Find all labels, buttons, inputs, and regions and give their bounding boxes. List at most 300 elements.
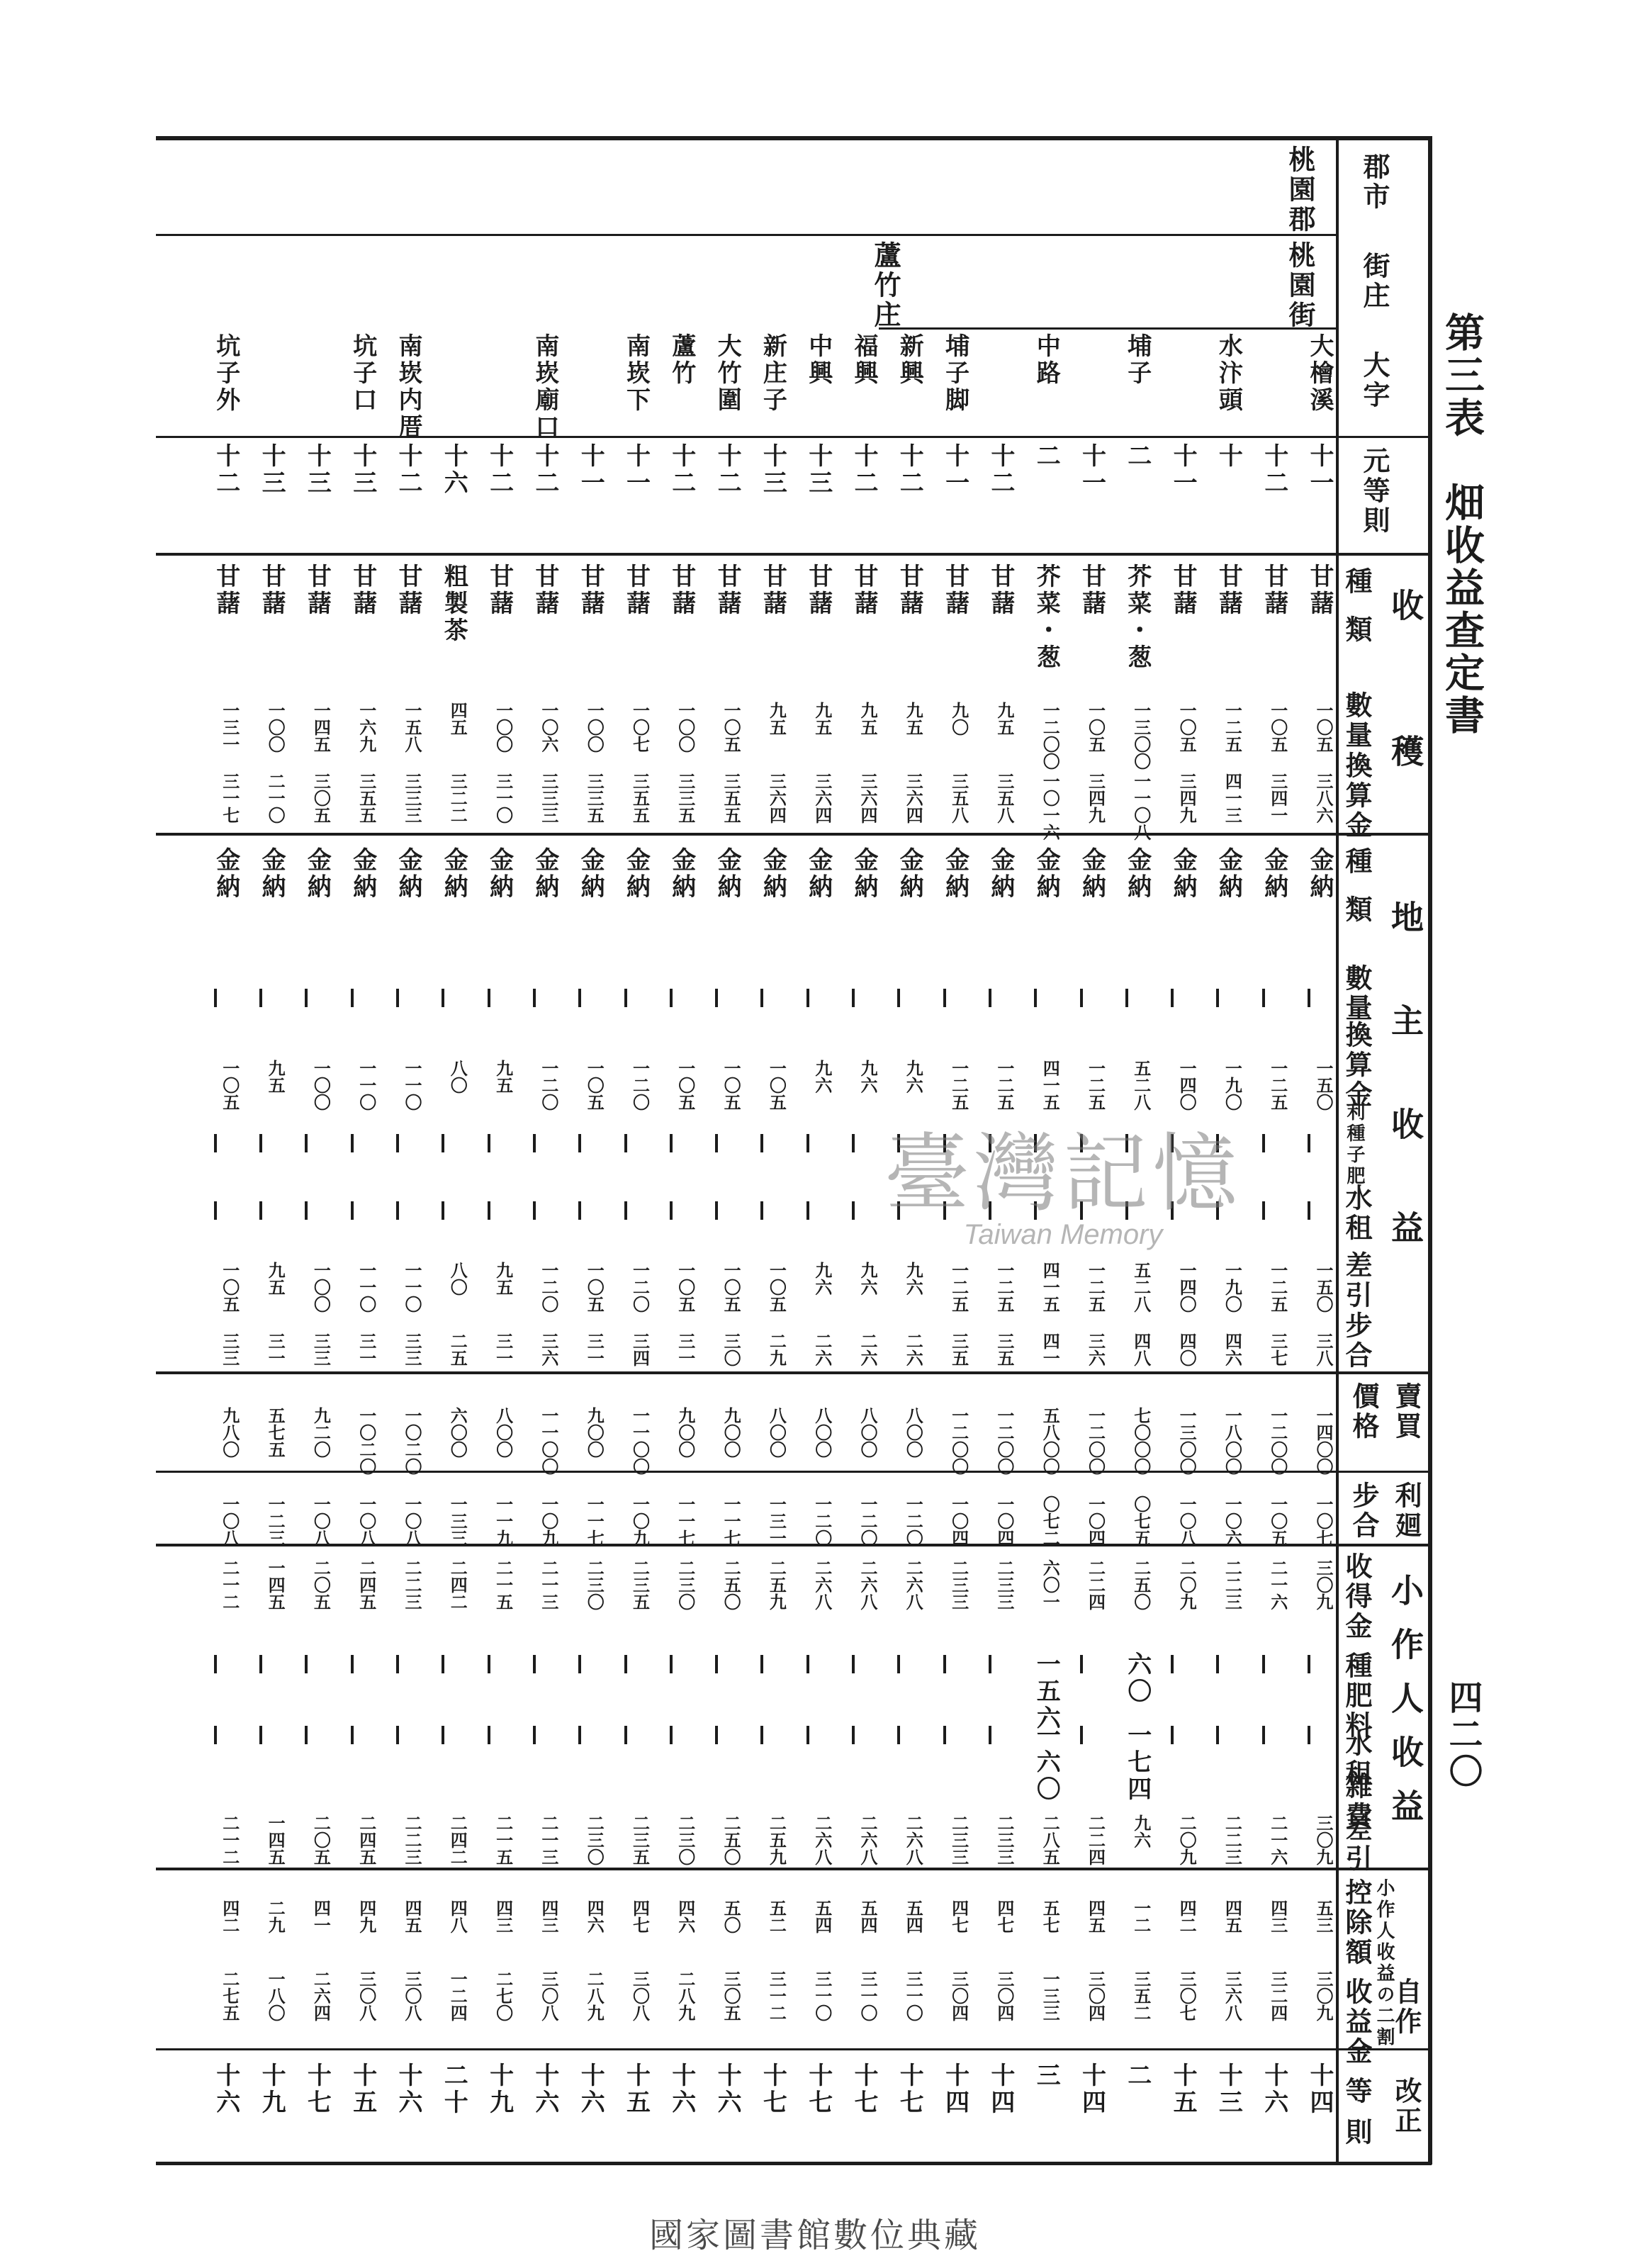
area-gun: 桃園郡: [1284, 145, 1316, 235]
cell-grade: 十二: [895, 443, 924, 497]
cell-lnet: 一二〇: [629, 1262, 651, 1313]
cell-grade: 十二: [211, 443, 240, 497]
cell-yrate: 一三三: [447, 1495, 468, 1546]
cell-ltype: 金納: [667, 847, 696, 901]
cell-dash: [1308, 1726, 1310, 1744]
cell-tnet: 二三〇: [675, 1814, 696, 1865]
cell-lrate: 三三: [402, 1332, 422, 1366]
cell-lamt: 九五: [493, 1060, 514, 1094]
cell-price: 一八〇〇: [1222, 1407, 1243, 1475]
cell-lamt: 九五: [265, 1060, 286, 1094]
cell-price: 一一〇〇: [629, 1407, 651, 1475]
cell-yrate: 一一九: [493, 1495, 514, 1546]
cell-crop: 甘藷: [348, 563, 377, 617]
cell-crop: 甘藷: [804, 563, 833, 617]
cell-tnet: 二〇九: [1176, 1814, 1198, 1865]
cell-grade: 十一: [1077, 443, 1106, 497]
hdr-landlord-water: 水租: [1341, 1184, 1373, 1243]
cell-dash: [396, 1201, 399, 1220]
cell-tnet: 二四二: [447, 1814, 468, 1865]
owner-revised-rule: [156, 2048, 1432, 2050]
cell-lamt: 一一〇: [402, 1060, 422, 1111]
cell-deduct: 五二: [766, 1899, 787, 1933]
cell-qty: 一二五: [1222, 702, 1243, 753]
cell-crop: 甘藷: [1169, 563, 1198, 617]
cell-tnet: 九六: [1130, 1814, 1152, 1848]
cell-yrate: 一〇八: [356, 1495, 377, 1546]
cell-new: 十四: [1305, 2062, 1334, 2116]
cell-qty: 一〇五: [1176, 702, 1198, 753]
cell-deduct: 四一: [310, 1899, 332, 1933]
cell-ltype: 金納: [530, 847, 559, 901]
cell-dash: [259, 1726, 262, 1744]
cell-qty: 一三一: [219, 702, 240, 753]
cell-dash: [305, 1201, 308, 1220]
cell-new: 十六: [211, 2062, 240, 2116]
cell-lrate: 二五: [447, 1332, 468, 1366]
cell-new: 十九: [485, 2062, 514, 2116]
cell-ltype: 金納: [1305, 847, 1334, 901]
cell-deduct: 四七: [629, 1899, 651, 1933]
cell-lamt: 五二八: [1130, 1060, 1152, 1111]
cell-lrate: 三三: [219, 1332, 240, 1366]
cell-own: 三〇八: [356, 1970, 377, 2021]
cell-amt: 三二二: [447, 773, 468, 824]
cell-aza: 南崁廟口: [530, 333, 559, 441]
cell-grade: 十二: [394, 443, 422, 497]
cell-lrate: 三一: [675, 1332, 696, 1366]
cell-lnet: 一〇〇: [310, 1262, 332, 1313]
cell-dash: [1216, 1655, 1219, 1673]
cell-dash: [533, 989, 536, 1007]
cell-new: 二十: [439, 2062, 468, 2116]
cell-yrate: 一〇八: [1176, 1495, 1198, 1546]
cell-own: 三〇四: [948, 1970, 969, 2021]
hdr-landlord-net: 差引: [1341, 1251, 1373, 1310]
cell-own: 三〇七: [1176, 1970, 1198, 2021]
cell-amt: 一一〇八: [1130, 773, 1152, 841]
cell-amt: 三四九: [1085, 773, 1106, 824]
cell-qty: 一〇五: [1085, 702, 1106, 753]
cell-trecv: 二六八: [903, 1559, 924, 1610]
cell-lnet: 四一五: [1040, 1262, 1061, 1313]
cell-dash: [488, 989, 490, 1007]
cell-dash: [351, 1201, 354, 1220]
cell-lamt: 一一〇: [356, 1060, 377, 1111]
cell-amt: 三六四: [903, 773, 924, 824]
cell-grade: 十三: [348, 443, 377, 497]
cell-amt: 三五五: [629, 773, 651, 824]
cell-tnet: 二一三: [538, 1814, 559, 1865]
cell-amt: 三四一: [1267, 773, 1288, 824]
cell-lamt: 九六: [903, 1060, 924, 1094]
cell-grade: 十一: [940, 443, 969, 497]
cell-deduct: 五四: [903, 1899, 924, 1933]
cell-aza: 埔子: [1123, 333, 1152, 387]
cell-tnet: 二六八: [811, 1814, 833, 1865]
cell-price: 一一〇〇: [538, 1407, 559, 1475]
cell-lnet: 九六: [858, 1262, 878, 1296]
cell-price: 八〇〇: [858, 1407, 878, 1458]
cell-dash: [852, 1726, 855, 1744]
hdr-deduction-note: 小作人收益の二割: [1373, 1878, 1395, 2048]
cell-amt: 三三五: [675, 773, 696, 824]
cell-deduct: 四三: [538, 1899, 559, 1933]
cell-own: 三〇五: [721, 1970, 742, 2021]
page-number: 四二〇: [1443, 1680, 1483, 1790]
cell-lnet: 一〇五: [721, 1262, 742, 1313]
cell-crop: 甘藷: [530, 563, 559, 617]
cell-qty: 一〇五: [1313, 702, 1334, 753]
cell-lrate: 三八: [1313, 1332, 1334, 1366]
cell-ltype: 金納: [758, 847, 787, 901]
cell-tnet: 二四五: [356, 1814, 377, 1865]
cell-dash: [578, 1726, 581, 1744]
hdr-landlord-qty: 數量: [1341, 964, 1373, 1023]
cell-dash: [442, 989, 444, 1007]
cell-qty: 九五: [858, 702, 878, 736]
cell-price: 八〇〇: [903, 1407, 924, 1458]
cell-dash: [1171, 1655, 1174, 1673]
cell-qty: 一〇〇: [265, 702, 286, 753]
harvest-landlord-rule: [156, 833, 1432, 836]
header-divider: [1336, 136, 1339, 2165]
cell-own: 二六四: [310, 1970, 332, 2021]
cell-price: 七〇〇〇: [1130, 1407, 1152, 1475]
cell-dash: [624, 989, 627, 1007]
watermark-en: Taiwan Memory: [963, 1219, 1163, 1250]
cell-dash: [806, 1726, 809, 1744]
cell-trecv: 二五〇: [721, 1559, 742, 1610]
cell-amt: 二一〇: [265, 773, 286, 824]
table-right-rule: [1428, 136, 1432, 2165]
cell-dash: [1125, 989, 1128, 1007]
cell-lrate: 三一: [584, 1332, 605, 1366]
cell-deduct: 四五: [1222, 1899, 1243, 1933]
cell-price: 五八〇〇: [1040, 1407, 1061, 1475]
cell-dash: [624, 1726, 627, 1744]
cell-yrate: 一〇四: [948, 1495, 969, 1546]
cell-deduct: 五四: [811, 1899, 833, 1933]
cell-yrate: 一二〇: [903, 1495, 924, 1546]
cell-crop: 甘藷: [211, 563, 240, 617]
cell-new: 十五: [348, 2062, 377, 2116]
cell-dash: [578, 989, 581, 1007]
cell-new: 十六: [394, 2062, 422, 2116]
cell-own: 三二四: [1267, 1970, 1288, 2021]
cell-tnet: 二一六: [1267, 1814, 1288, 1865]
cell-own: 一三三: [1040, 1970, 1061, 2021]
cell-lnet: 五二八: [1130, 1262, 1152, 1313]
cell-lamt: 一二五: [994, 1060, 1015, 1111]
cell-dash: [943, 1655, 946, 1673]
cell-price: 八〇〇: [811, 1407, 833, 1458]
cell-crop: 甘藷: [622, 563, 651, 617]
cell-qty: 一〇七: [629, 702, 651, 753]
cell-trecv: 二二三: [402, 1559, 422, 1610]
cell-amt: 三八六: [1313, 773, 1334, 824]
cell-yrate: 一〇九: [538, 1495, 559, 1546]
hdr-landlord-amt: 換算金: [1341, 1021, 1373, 1110]
table-top-rule: [156, 136, 1432, 140]
cell-tnet: 二二三: [1222, 1814, 1243, 1865]
cell-own: 三〇四: [994, 1970, 1015, 2021]
cell-price: 九〇〇: [584, 1407, 605, 1458]
cell-trecv: 二三五: [629, 1559, 651, 1610]
cell-yrate: 一〇八: [402, 1495, 422, 1546]
cell-dash: [214, 1134, 217, 1152]
cell-trecv: 二一五: [493, 1559, 514, 1610]
cell-dash: [943, 989, 946, 1007]
cell-price: 一二〇〇: [1085, 1407, 1106, 1475]
cell-crop: 甘藷: [257, 563, 286, 617]
cell-trecv: 二三〇: [675, 1559, 696, 1610]
cell-amt: 三六四: [858, 773, 878, 824]
area-sub-rule-2: [879, 327, 1336, 330]
cell-own: 三一〇: [811, 1970, 833, 2021]
cell-own: 二八九: [675, 1970, 696, 2021]
cell-new: 十六: [576, 2062, 605, 2116]
cell-new: 十六: [667, 2062, 696, 2116]
cell-amt: 三一七: [219, 773, 240, 824]
cell-qty: 一〇〇: [584, 702, 605, 753]
cell-lamt: 一〇五: [675, 1060, 696, 1111]
cell-ltype: 金納: [1032, 847, 1061, 901]
cell-dash: [760, 1201, 763, 1220]
cell-ltype: 金納: [211, 847, 240, 901]
hdr-landlord-type: 種類: [1341, 847, 1373, 943]
cell-amt: 三六四: [811, 773, 833, 824]
cell-own: 二八九: [584, 1970, 605, 2021]
cell-dash: [488, 1655, 490, 1673]
cell-dash: [852, 1655, 855, 1673]
cell-lrate: 三〇: [721, 1332, 742, 1366]
cell-new: 十五: [1169, 2062, 1198, 2116]
table-bottom-rule: [156, 2162, 1432, 2165]
cell-dash: [989, 989, 991, 1007]
cell-own: 三一〇: [858, 1970, 878, 2021]
cell-lamt: 一〇〇: [310, 1060, 332, 1111]
cell-dash: [760, 989, 763, 1007]
hdr-harvest-type: 種類: [1341, 567, 1373, 663]
hdr-grade: 元等則: [1359, 447, 1390, 536]
cell-deduct: 四三: [493, 1899, 514, 1933]
hdr-gun: 郡市: [1359, 152, 1390, 212]
cell-price: 一二〇〇: [948, 1407, 969, 1475]
cell-own: 三〇九: [1313, 1970, 1334, 2021]
cell-new: 十四: [986, 2062, 1015, 2116]
cell-deduct: 四五: [1085, 1899, 1106, 1933]
cell-deduct: 二九: [265, 1899, 286, 1933]
cell-amt: 三三五: [584, 773, 605, 824]
cell-dash: [578, 1134, 581, 1152]
cell-ltype: 金納: [439, 847, 468, 901]
cell-dash: [442, 1201, 444, 1220]
cell-grade: 十一: [622, 443, 651, 497]
watermark: [808, 1106, 1318, 1251]
cell-lnet: 一四〇: [1176, 1262, 1198, 1313]
cell-new: 十三: [1214, 2062, 1243, 2116]
cell-price: 一四〇〇: [1313, 1407, 1334, 1475]
hdr-tenant-recv: 收得金: [1341, 1552, 1373, 1641]
cell-dash: [533, 1655, 536, 1673]
cell-qty: 四五: [447, 702, 468, 736]
cell-trecv: 二一六: [1267, 1559, 1288, 1610]
cell-new: 三: [1032, 2062, 1061, 2089]
cell-price: 六〇〇: [447, 1407, 468, 1458]
cell-lrate: 二六: [858, 1332, 878, 1366]
cell-price: 九二〇: [310, 1407, 332, 1458]
cell-tnet: 一四五: [265, 1814, 286, 1865]
cell-dash: [1308, 1655, 1310, 1673]
cell-deduct: 四六: [675, 1899, 696, 1933]
cell-crop: 甘藷: [1259, 563, 1288, 617]
cell-ltype: 金納: [895, 847, 924, 901]
cell-aza: 大檜溪: [1305, 333, 1334, 414]
cell-lnet: 一二五: [994, 1262, 1015, 1313]
cell-dash: [760, 1726, 763, 1744]
cell-own: 三〇八: [538, 1970, 559, 2021]
cell-ltype: 金納: [986, 847, 1015, 901]
cell-dash: [578, 1201, 581, 1220]
cell-dash: [943, 1726, 946, 1744]
cell-deduct: 四八: [447, 1899, 468, 1933]
cell-crop: 甘藷: [576, 563, 605, 617]
cell-dash: [1216, 1726, 1219, 1744]
cell-trecv: 一四五: [265, 1559, 286, 1610]
cell-grade: 十二: [1259, 443, 1288, 497]
cell-ltype: 金納: [303, 847, 332, 901]
cell-dash: [1308, 989, 1310, 1007]
landlord-sale-rule: [156, 1371, 1432, 1374]
cell-lnet: 九五: [493, 1262, 514, 1296]
cell-aza: 蘆竹: [667, 333, 696, 387]
cell-dash: [806, 989, 809, 1007]
cell-dash: [442, 1134, 444, 1152]
cell-grade: 十三: [758, 443, 787, 497]
cell-grade: 十二: [485, 443, 514, 497]
cell-lamt: 一〇五: [219, 1060, 240, 1111]
cell-tnet: 二六八: [858, 1814, 878, 1865]
cell-dash: [442, 1726, 444, 1744]
cell-dash: [852, 989, 855, 1007]
cell-qty: 一六九: [356, 702, 377, 753]
cell-yrate: 一一七: [721, 1495, 742, 1546]
cell-lrate: 三三: [310, 1332, 332, 1366]
cell-qty: 一〇五: [1267, 702, 1288, 753]
hdr-harvest-group: 收穫: [1386, 588, 1424, 880]
cell-dash: [305, 1655, 308, 1673]
cell-grade: 二: [1032, 443, 1061, 470]
cell-lamt: 一二〇: [629, 1060, 651, 1111]
cell-trecv: 二二三: [1222, 1559, 1243, 1610]
hdr-revised-grade: 等則: [1341, 2077, 1373, 2159]
cell-amt: 三五五: [721, 773, 742, 824]
cell-lamt: 一九〇: [1222, 1060, 1243, 1111]
cell-tnet: 二八五: [1040, 1814, 1061, 1865]
cell-dash: [1034, 989, 1037, 1007]
hdr-tenant-water: 水租: [1341, 1729, 1373, 1789]
cell-aza: 水汴頭: [1214, 333, 1243, 414]
cell-qty: 一二〇〇: [1040, 702, 1061, 770]
cell-yrate: 一〇八: [310, 1495, 332, 1546]
cell-crop: 芥菜・葱: [1123, 563, 1152, 671]
cell-ltype: 金納: [1169, 847, 1198, 901]
cell-tnet: 二三五: [629, 1814, 651, 1865]
cell-own: 三〇八: [402, 1970, 422, 2021]
watermark-cn: 臺灣記憶: [884, 1125, 1242, 1223]
hdr-tenant-seed: 種肥料: [1341, 1651, 1373, 1741]
cell-deduct: 一二: [1130, 1899, 1152, 1933]
cell-crop: 甘藷: [394, 563, 422, 617]
cell-dash: [715, 1201, 718, 1220]
cell-grade: 二: [1123, 443, 1152, 470]
cell-ltype: 金納: [940, 847, 969, 901]
hdr-owner: 自作: [1390, 1977, 1422, 2037]
cell-lnet: 一二五: [1085, 1262, 1106, 1313]
cell-lrate: 四〇: [1176, 1332, 1198, 1366]
hdr-landlord-group: 地主收益: [1386, 900, 1424, 1314]
cell-yrate: 一〇六: [1222, 1495, 1243, 1546]
cell-aza: 中路: [1032, 333, 1061, 387]
cell-amt: 三三三: [402, 773, 422, 824]
cell-new: 十六: [713, 2062, 742, 2116]
cell-twater: 一六〇: [1032, 1722, 1061, 1803]
cell-yrate: 一〇七: [1313, 1495, 1334, 1546]
cell-tnet: 二三〇: [584, 1814, 605, 1865]
cell-dash: [715, 1726, 718, 1744]
cell-crop: 甘藷: [303, 563, 332, 617]
cell-qty: 九五: [766, 702, 787, 736]
cell-dash: [351, 1655, 354, 1673]
cell-ltype: 金納: [1123, 847, 1152, 901]
cell-yrate: 一〇八: [219, 1495, 240, 1546]
cell-lnet: 一一〇: [402, 1262, 422, 1313]
cell-tnet: 二〇五: [310, 1814, 332, 1865]
cell-deduct: 四六: [584, 1899, 605, 1933]
cell-ltype: 金納: [1259, 847, 1288, 901]
cell-dash: [259, 989, 262, 1007]
cell-price: 八〇〇: [493, 1407, 514, 1458]
cell-crop: 甘藷: [1305, 563, 1334, 617]
cell-price: 九〇〇: [675, 1407, 696, 1458]
cell-dash: [259, 1655, 262, 1673]
cell-trecv: 二三三: [994, 1559, 1015, 1610]
cell-own: 三五二: [1130, 1970, 1152, 2021]
cell-yrate: 一〇五: [1267, 1495, 1288, 1546]
cell-grade: 十二: [986, 443, 1015, 497]
cell-new: 十七: [303, 2062, 332, 2116]
cell-lnet: 一二五: [948, 1262, 969, 1313]
cell-lrate: 四六: [1222, 1332, 1243, 1366]
cell-dash: [1262, 1726, 1265, 1744]
cell-crop: 甘藷: [895, 563, 924, 617]
cell-grade: 十三: [804, 443, 833, 497]
cell-grade: 十二: [667, 443, 696, 497]
cell-dash: [1262, 989, 1265, 1007]
cell-lnet: 一二五: [1267, 1262, 1288, 1313]
cell-lrate: 三六: [538, 1332, 559, 1366]
cell-trecv: 二一二: [219, 1559, 240, 1610]
cell-dash: [715, 1134, 718, 1152]
name-grade-rule: [156, 436, 1432, 438]
cell-price: 八〇〇: [766, 1407, 787, 1458]
cell-ltype: 金納: [576, 847, 605, 901]
cell-dash: [670, 1134, 673, 1152]
cell-lrate: 四一: [1040, 1332, 1061, 1366]
cell-tnet: 二一二: [219, 1814, 240, 1865]
cell-dash: [715, 1655, 718, 1673]
